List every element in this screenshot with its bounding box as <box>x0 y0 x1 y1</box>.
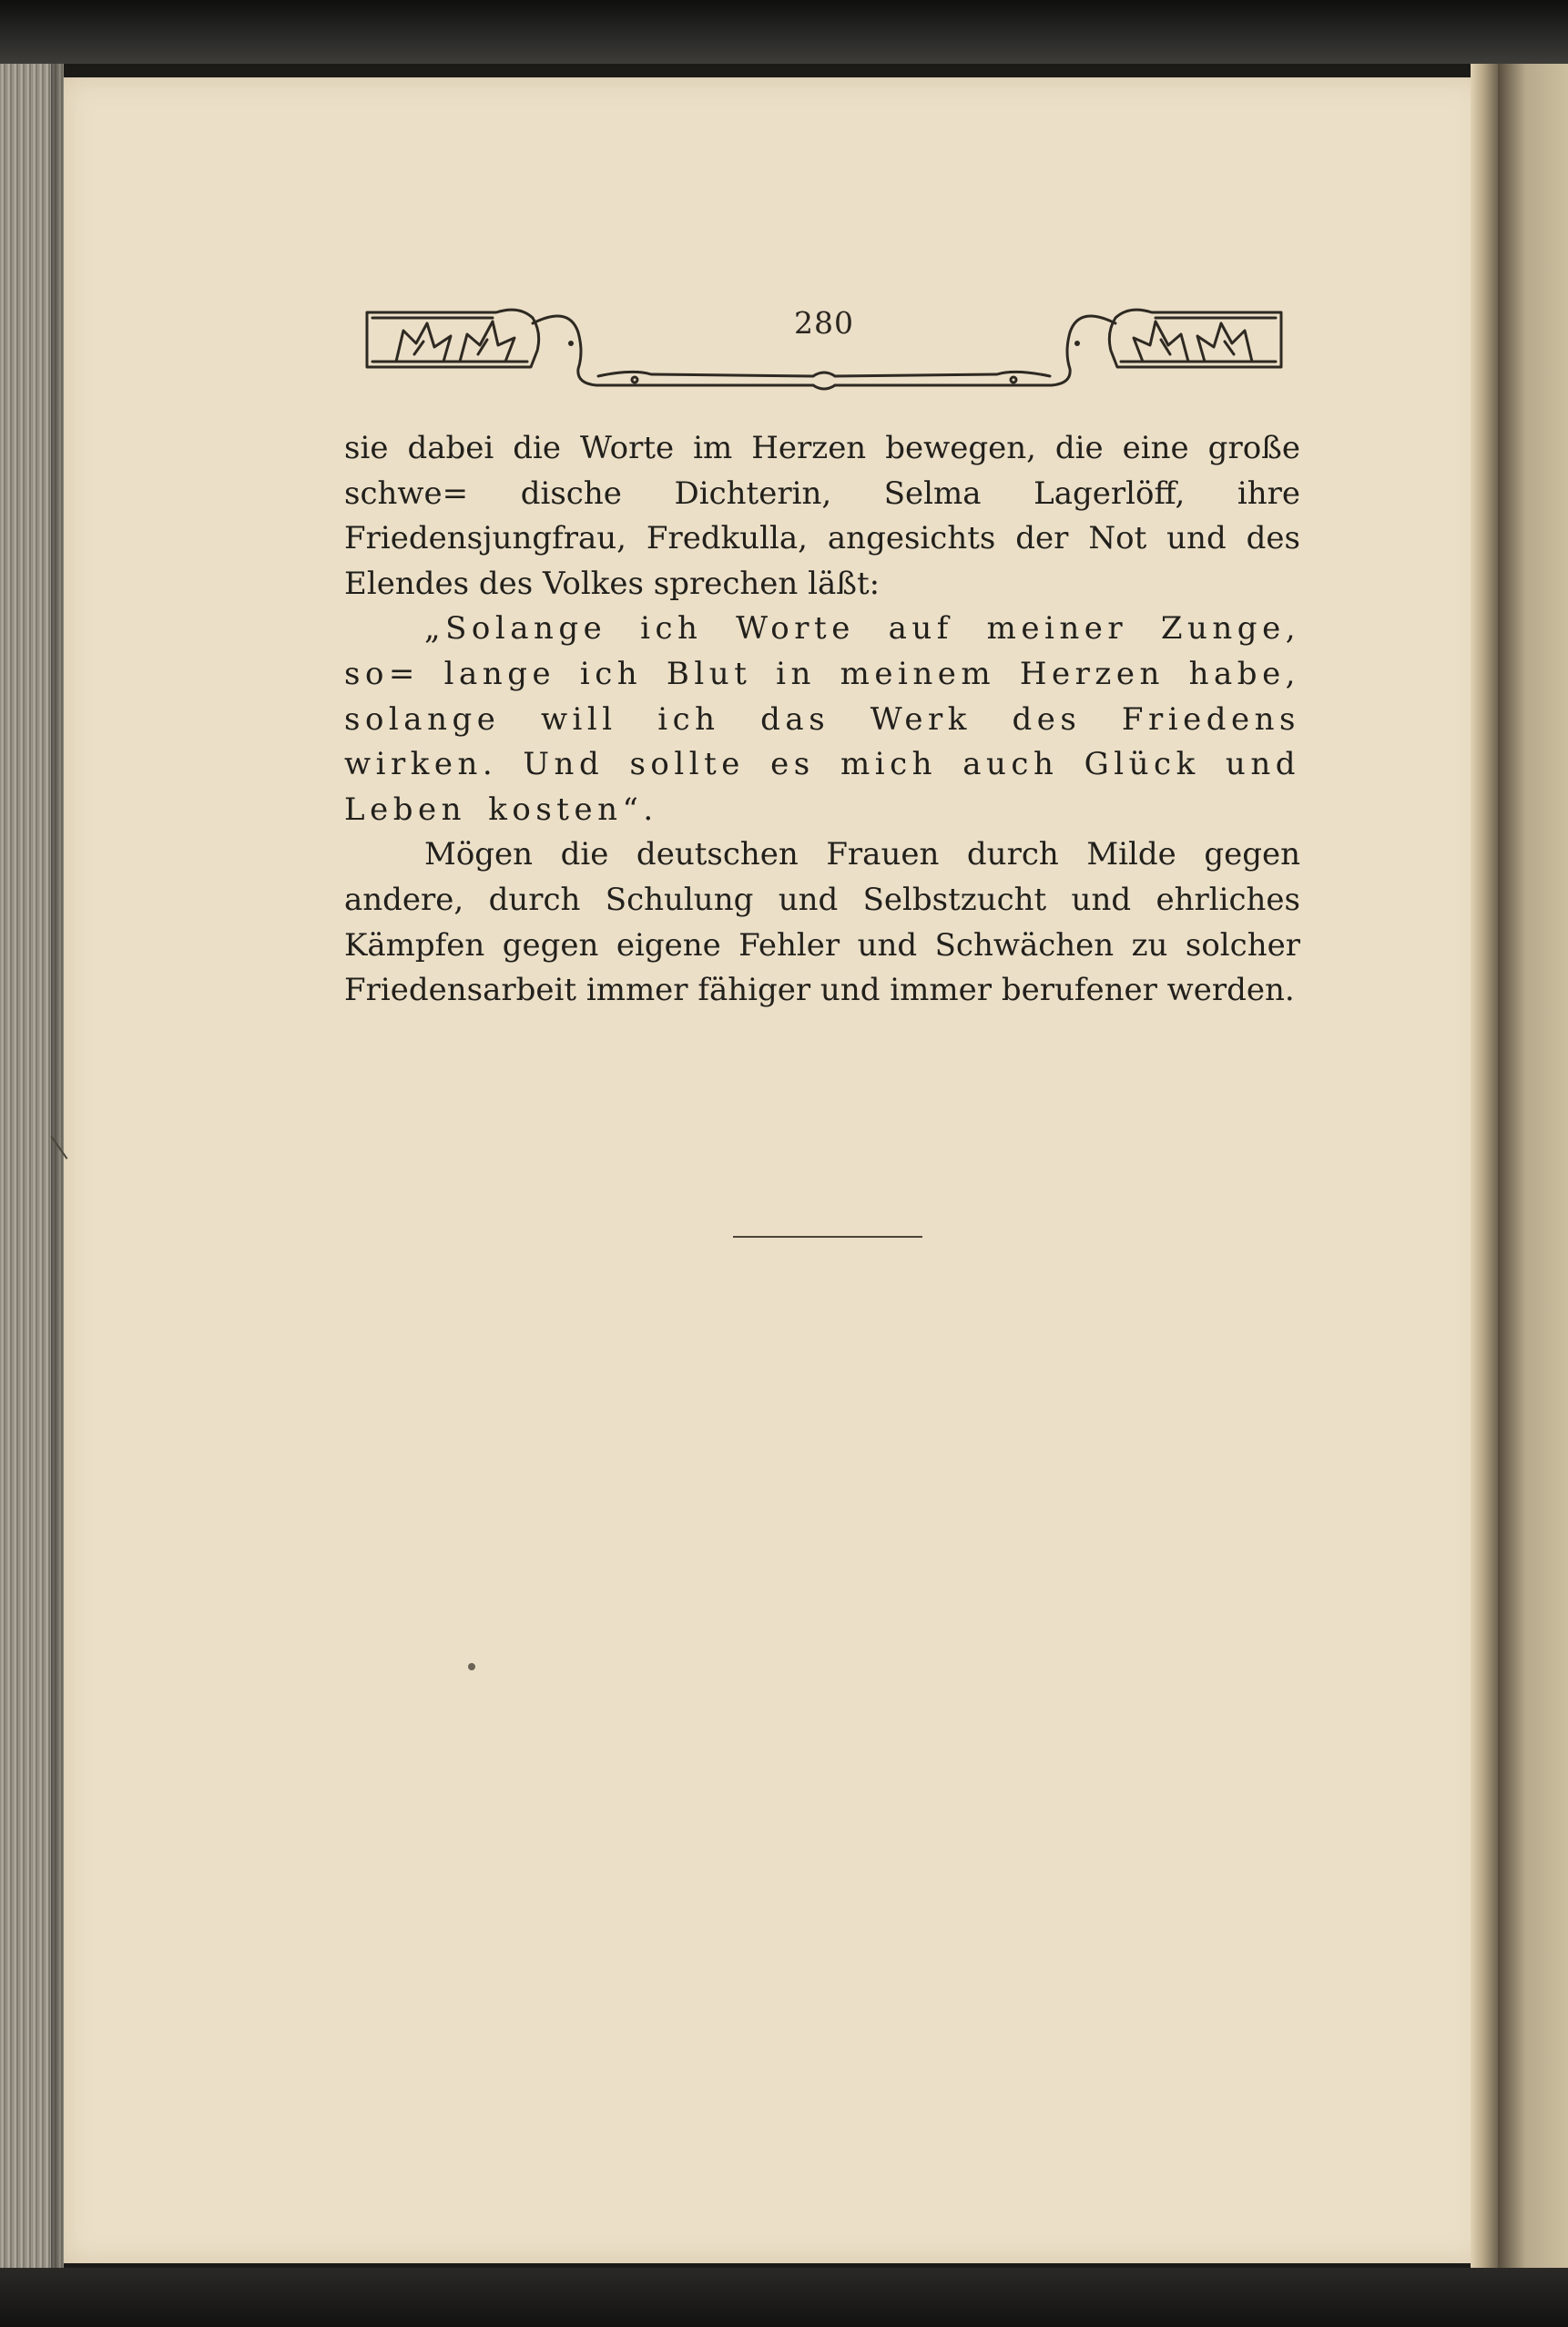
book-cover-edge <box>0 0 1568 64</box>
quote-paragraph: „Solange ich Worte auf meiner Zunge, so= lange ich Blut in meinem Herzen habe, solange will ich das Werk des Friedens wirken. Und sollte es mich auch Glück und Leben kosten“. <box>344 610 1300 828</box>
book-bottom-edge <box>0 2268 1568 2327</box>
paragraph: sie dabei die Worte im Herzen bewegen, die eine große schwe= dische Dichterin, Selma Lagerlöff, ihre Friedensjungfrau, Fredkulla, angesichts der Not und des Elendes des Volkes sprechen läßt: <box>344 430 1300 602</box>
paragraph: Mögen die deutschen Frauen durch Milde gegen andere, durch Schulung und Selbstzucht und ehrliches Kämpfen gegen eigene Fehler und Schwächen zu solcher Friedensarbeit immer fähiger und immer berufener werden. <box>344 836 1300 1009</box>
facing-page-edge <box>1498 64 1568 2327</box>
book-gutter <box>1471 64 1498 2327</box>
section-divider <box>733 1236 922 1238</box>
paper-speck <box>468 1663 475 1670</box>
page-number: 280 <box>794 305 854 341</box>
book-page <box>64 77 1484 2263</box>
page-header <box>360 296 1288 396</box>
body-text <box>344 426 1300 1014</box>
